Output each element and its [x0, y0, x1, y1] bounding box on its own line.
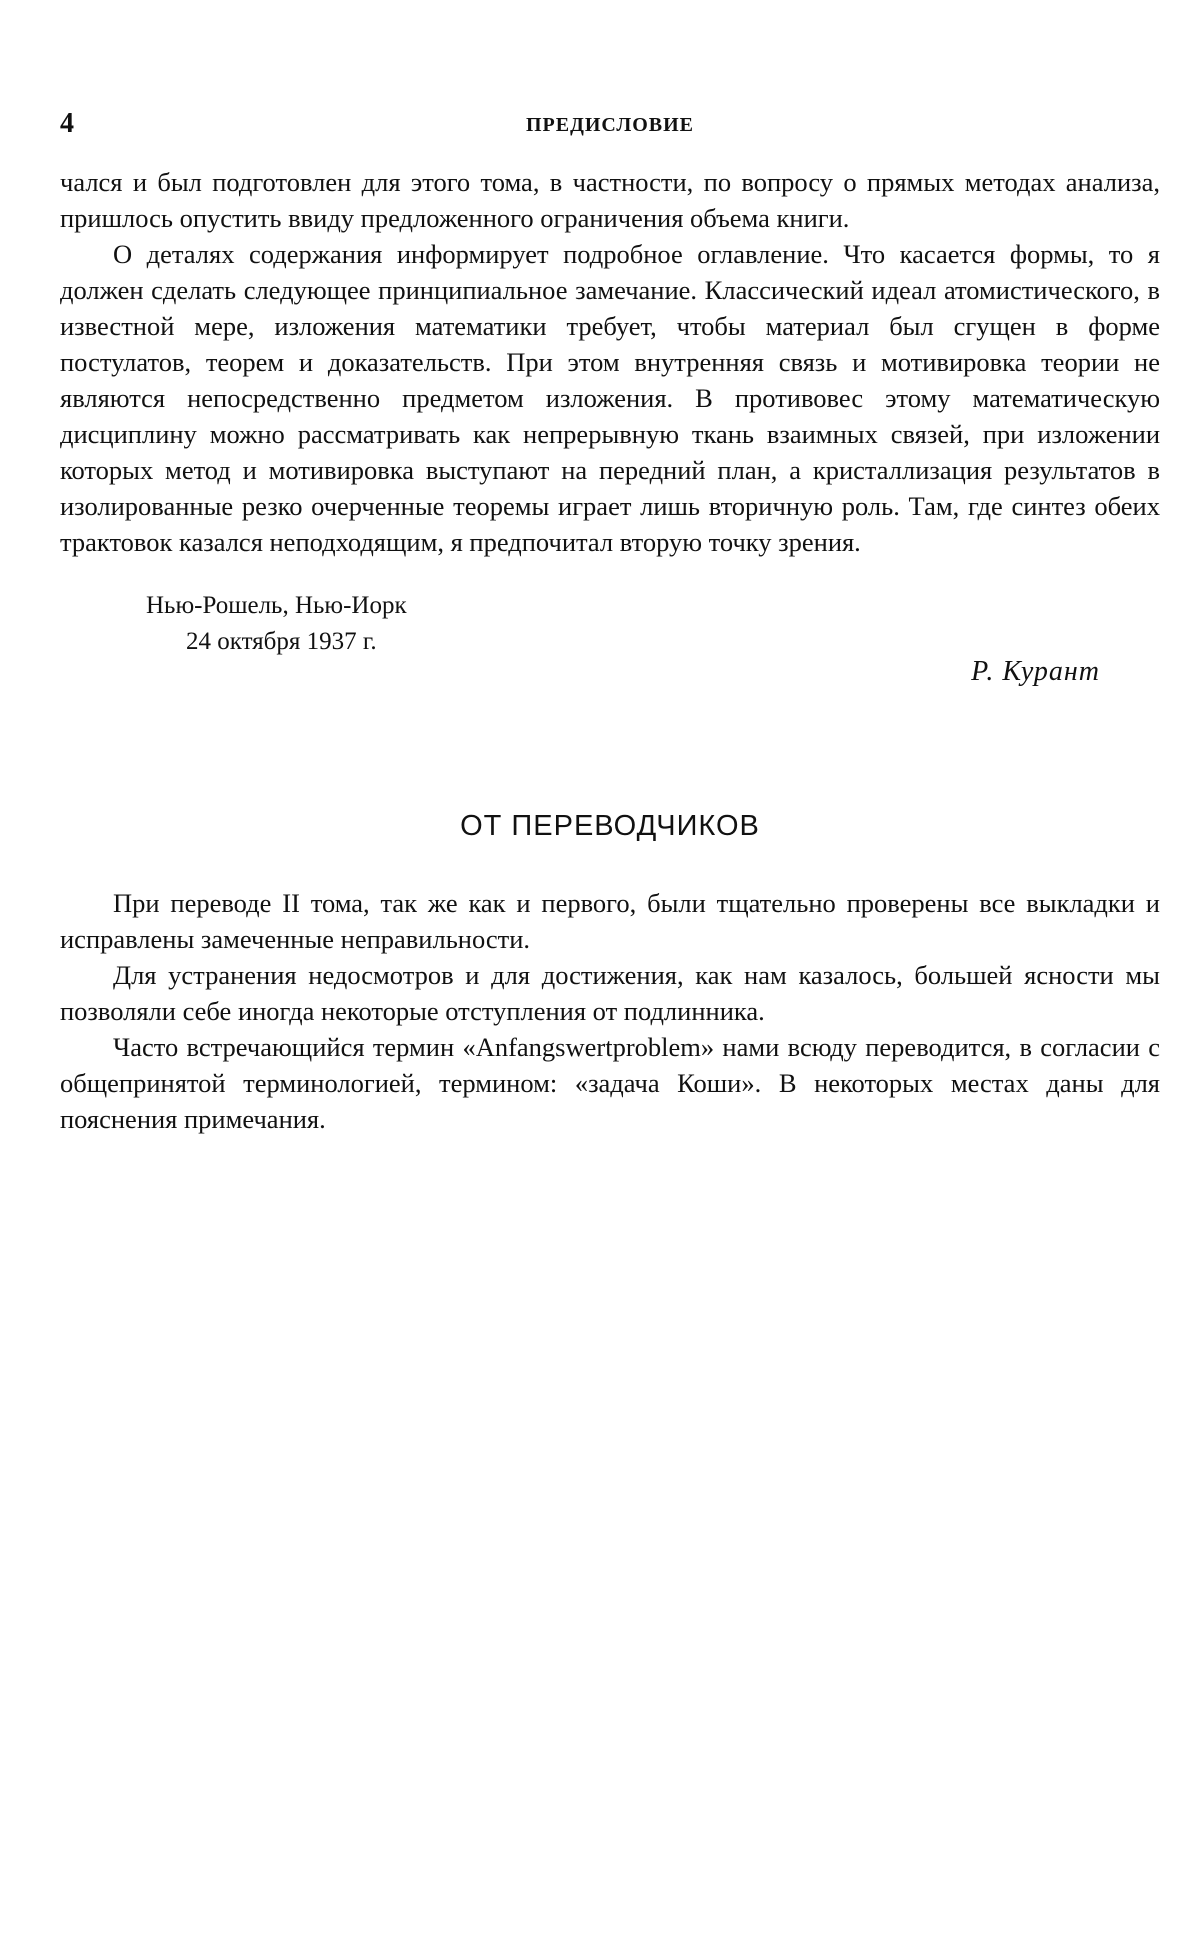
running-header — [60, 108, 1160, 148]
book-page — [60, 108, 1160, 1137]
preface-section — [60, 164, 1160, 688]
section-title: ОТ ПЕРЕВОДЧИКОВ — [460, 810, 760, 842]
preface-paragraph: О деталях содержания информирует подробное оглавление. Что касается формы, то я должен сделать следующее принципиальное замечание. Классический идеал атомистического, в известной мере, изложения математики требует, чтобы материал был сгущен в форме постулатов, теорем и доказательств. При этом внутренняя связь и мотивировка теории не являются непосредственно предметом изложения. В противовес этому математическую дисциплину можно рассматривать как непрерывную ткань взаимных связей, при изложении которых метод и мотивировка выступают на передний план, а кристаллизация результатов в изолированные резко очерченные теоремы играет лишь вторичную роль. Там, где синтез обеих трактовок казался неподходящим, я предпочитал вторую точку зрения. — [60, 239, 1160, 557]
translators-section — [60, 885, 1160, 1137]
translators-paragraph: При переводе II тома, так же как и первого, были тщательно проверены все выкладки и исправлены замеченные неправильности. — [60, 888, 1160, 954]
place-line: Нью-Рошель, Нью-Иорк — [146, 592, 407, 619]
date-line: 24 октября 1937 г. — [186, 628, 377, 655]
page-number: 4 — [60, 108, 74, 139]
place-date-block — [146, 588, 1160, 660]
running-title: ПРЕДИСЛОВИЕ — [525, 114, 695, 136]
author-signature: Р. Курант — [971, 656, 1100, 687]
translators-paragraph: Часто встречающийся термин «Anfangswertproblem» нами всюду переводится, в согласии с общепринятой терминологией, термином: «задача Коши». В некоторых местах даны для пояснения примечания. — [60, 1032, 1160, 1134]
translators-paragraph: Для устранения недосмотров и для достижения, как нам казалось, большей ясности мы позволяли себе иногда некоторые отступления от подлинника. — [60, 960, 1160, 1026]
preface-paragraph-continued: чался и был подготовлен для этого тома, в частности, по вопросу о прямых методах анализа, пришлось опустить ввиду предложенного ограничения объема книги. — [60, 167, 1160, 233]
